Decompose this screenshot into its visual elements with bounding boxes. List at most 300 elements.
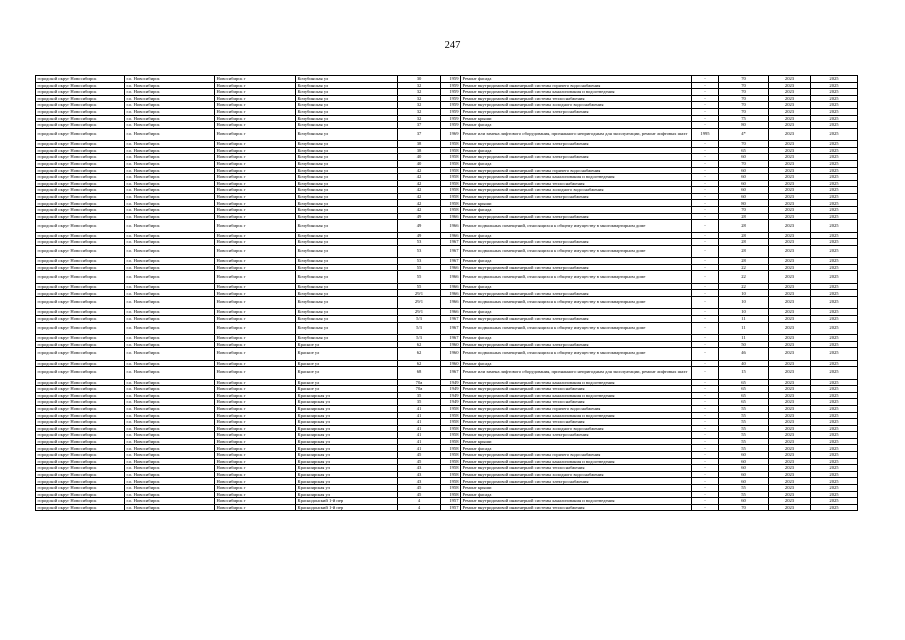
- city-cell: Новосибирск г: [215, 334, 296, 341]
- table-row: [36, 322, 858, 334]
- street-cell: Красноярская ул: [296, 445, 398, 452]
- equipment-year-cell: -: [692, 147, 719, 154]
- municipal-district-cell: городской округ Новосибирск: [36, 386, 125, 393]
- city-cell: Новосибирск г: [215, 213, 296, 220]
- wear-percent-cell: 70: [719, 207, 769, 214]
- equipment-year-cell: -: [692, 445, 719, 452]
- city-cell: Новосибирск г: [215, 379, 296, 386]
- settlement-cell: г.о. Новосибирск: [125, 245, 215, 257]
- wear-percent-cell: 60: [719, 465, 769, 472]
- equipment-year-cell: -: [692, 82, 719, 89]
- plan-end-year-cell: 2025: [811, 180, 858, 187]
- house-number-cell: 53: [398, 258, 441, 265]
- municipal-district-cell: городской округ Новосибирск: [36, 290, 125, 297]
- plan-start-year-cell: 2023: [769, 271, 811, 283]
- table-row: [36, 412, 858, 419]
- plan-start-year-cell: 2023: [769, 95, 811, 102]
- city-cell: Новосибирск г: [215, 245, 296, 257]
- equipment-year-cell: -: [692, 485, 719, 492]
- plan-start-year-cell: 2023: [769, 167, 811, 174]
- work-type-cell: Ремонт внутридомовой инженерной системы канализования и водоотведения: [461, 412, 692, 419]
- street-cell: Кочубинская ул: [296, 193, 398, 200]
- wear-percent-cell: 28: [719, 213, 769, 220]
- street-cell: Кочубинская ул: [296, 82, 398, 89]
- plan-end-year-cell: 2025: [811, 115, 858, 122]
- municipal-district-cell: городской округ Новосибирск: [36, 82, 125, 89]
- settlement-cell: г.о. Новосибирск: [125, 504, 215, 511]
- house-number-cell: 29/1: [398, 297, 441, 309]
- street-cell: Кочубинская ул: [296, 334, 398, 341]
- plan-start-year-cell: 2023: [769, 82, 811, 89]
- wear-percent-cell: 55: [719, 445, 769, 452]
- work-type-cell: Ремонт внутридомовой инженерной системы канализования и водоотведения: [461, 392, 692, 399]
- city-cell: Новосибирск г: [215, 264, 296, 271]
- plan-end-year-cell: 2025: [811, 399, 858, 406]
- plan-start-year-cell: 2023: [769, 399, 811, 406]
- plan-start-year-cell: 2023: [769, 258, 811, 265]
- wear-percent-cell: 65: [719, 386, 769, 393]
- plan-end-year-cell: 2025: [811, 309, 858, 316]
- equipment-year-cell: -: [692, 498, 719, 505]
- build-year-cell: 1966: [441, 264, 461, 271]
- work-type-cell: Ремонт фасада: [461, 232, 692, 239]
- settlement-cell: г.о. Новосибирск: [125, 187, 215, 194]
- plan-start-year-cell: 2023: [769, 360, 811, 367]
- house-number-cell: 43: [398, 471, 441, 478]
- settlement-cell: г.о. Новосибирск: [125, 115, 215, 122]
- municipal-district-cell: городской округ Новосибирск: [36, 452, 125, 459]
- build-year-cell: 1949: [441, 399, 461, 406]
- work-type-cell: Ремонт внутридомовой инженерной системы электроснабжения: [461, 290, 692, 297]
- house-number-cell: 40: [398, 154, 441, 161]
- municipal-district-cell: городской округ Новосибирск: [36, 419, 125, 426]
- house-number-cell: 29/1: [398, 309, 441, 316]
- equipment-year-cell: -: [692, 315, 719, 322]
- street-cell: Кочубинская ул: [296, 167, 398, 174]
- city-cell: Новосибирск г: [215, 115, 296, 122]
- equipment-year-cell: -: [692, 220, 719, 232]
- city-cell: Новосибирск г: [215, 399, 296, 406]
- house-number-cell: 62: [398, 348, 441, 360]
- table-row: [36, 367, 858, 379]
- street-cell: Кочубинская ул: [296, 271, 398, 283]
- house-number-cell: 49: [398, 213, 441, 220]
- house-number-cell: 55: [398, 264, 441, 271]
- wear-percent-cell: 28: [719, 245, 769, 257]
- municipal-district-cell: городской округ Новосибирск: [36, 271, 125, 283]
- work-type-cell: Ремонт внутридомовой инженерной системы холодного водоснабжения: [461, 471, 692, 478]
- table-row: [36, 458, 858, 465]
- build-year-cell: 1960: [441, 348, 461, 360]
- street-cell: Кочубинская ул: [296, 95, 398, 102]
- equipment-year-cell: -: [692, 200, 719, 207]
- settlement-cell: г.о. Новосибирск: [125, 141, 215, 148]
- plan-end-year-cell: 2025: [811, 160, 858, 167]
- house-number-cell: 5/3: [398, 315, 441, 322]
- wear-percent-cell: 60: [719, 458, 769, 465]
- table-row: [36, 334, 858, 341]
- table-row: [36, 207, 858, 214]
- work-type-cell: Ремонт или замена лифтового оборудования, признанного непригодным для эксплуатации, ремонт лифтовых шахт: [461, 128, 692, 140]
- house-number-cell: 30: [398, 76, 441, 83]
- table-row: [36, 379, 858, 386]
- wear-percent-cell: 60: [719, 452, 769, 459]
- table-row: [36, 108, 858, 115]
- plan-end-year-cell: 2025: [811, 438, 858, 445]
- wear-percent-cell: 65: [719, 399, 769, 406]
- house-number-cell: 42: [398, 187, 441, 194]
- wear-percent-cell: 55: [719, 425, 769, 432]
- equipment-year-cell: -: [692, 504, 719, 511]
- plan-start-year-cell: 2023: [769, 458, 811, 465]
- wear-percent-cell: 65: [719, 392, 769, 399]
- settlement-cell: г.о. Новосибирск: [125, 213, 215, 220]
- municipal-district-cell: городской округ Новосибирск: [36, 245, 125, 257]
- plan-start-year-cell: 2023: [769, 452, 811, 459]
- build-year-cell: 1966: [441, 283, 461, 290]
- work-type-cell: Ремонт фасада: [461, 76, 692, 83]
- municipal-district-cell: городской округ Новосибирск: [36, 89, 125, 96]
- build-year-cell: 1966: [441, 232, 461, 239]
- house-number-cell: 70а: [398, 386, 441, 393]
- city-cell: Новосибирск г: [215, 348, 296, 360]
- municipal-district-cell: городской округ Новосибирск: [36, 258, 125, 265]
- wear-percent-cell: 60: [719, 187, 769, 194]
- equipment-year-cell: -: [692, 348, 719, 360]
- table-row: [36, 491, 858, 498]
- table-row: [36, 485, 858, 492]
- work-type-cell: Ремонт внутридомовой инженерной системы электроснабжения: [461, 108, 692, 115]
- city-cell: Новосибирск г: [215, 471, 296, 478]
- wear-percent-cell: 55: [719, 412, 769, 419]
- table-row: [36, 220, 858, 232]
- equipment-year-cell: -: [692, 245, 719, 257]
- house-number-cell: 45: [398, 458, 441, 465]
- build-year-cell: 1966: [441, 309, 461, 316]
- house-number-cell: 40: [398, 160, 441, 167]
- equipment-year-cell: -: [692, 271, 719, 283]
- plan-end-year-cell: 2025: [811, 193, 858, 200]
- equipment-year-cell: -: [692, 438, 719, 445]
- wear-percent-cell: 10: [719, 297, 769, 309]
- city-cell: Новосибирск г: [215, 102, 296, 109]
- work-type-cell: Ремонт внутридомовой инженерной системы канализования и водоотведения: [461, 498, 692, 505]
- wear-percent-cell: 60: [719, 498, 769, 505]
- wear-percent-cell: 28: [719, 239, 769, 246]
- table-row: [36, 283, 858, 290]
- table-row: [36, 128, 858, 140]
- plan-start-year-cell: 2023: [769, 392, 811, 399]
- work-type-cell: Ремонт внутридомовой инженерной системы теплоснабжения: [461, 399, 692, 406]
- work-type-cell: Ремонт фасада: [461, 207, 692, 214]
- municipal-district-cell: городской округ Новосибирск: [36, 174, 125, 181]
- plan-end-year-cell: 2025: [811, 498, 858, 505]
- equipment-year-cell: -: [692, 95, 719, 102]
- table-row: [36, 76, 858, 83]
- city-cell: Новосибирск г: [215, 405, 296, 412]
- wear-percent-cell: 75: [719, 115, 769, 122]
- house-number-cell: 62: [398, 341, 441, 348]
- street-cell: Кочубинская ул: [296, 264, 398, 271]
- house-number-cell: 35: [398, 399, 441, 406]
- plan-end-year-cell: 2025: [811, 239, 858, 246]
- wear-percent-cell: 55: [719, 419, 769, 426]
- house-number-cell: 4: [398, 498, 441, 505]
- plan-start-year-cell: 2023: [769, 412, 811, 419]
- build-year-cell: 1958: [441, 478, 461, 485]
- plan-start-year-cell: 2023: [769, 89, 811, 96]
- house-number-cell: 29/1: [398, 290, 441, 297]
- plan-end-year-cell: 2025: [811, 445, 858, 452]
- settlement-cell: г.о. Новосибирск: [125, 283, 215, 290]
- plan-end-year-cell: 2025: [811, 297, 858, 309]
- plan-end-year-cell: 2025: [811, 432, 858, 439]
- street-cell: Кочубинская ул: [296, 174, 398, 181]
- street-cell: Кочубинская ул: [296, 141, 398, 148]
- street-cell: Кочубинская ул: [296, 283, 398, 290]
- plan-end-year-cell: 2025: [811, 367, 858, 379]
- equipment-year-cell: -: [692, 458, 719, 465]
- equipment-year-cell: -: [692, 102, 719, 109]
- house-number-cell: 32: [398, 95, 441, 102]
- equipment-year-cell: -: [692, 471, 719, 478]
- table-row: [36, 452, 858, 459]
- municipal-district-cell: городской округ Новосибирск: [36, 264, 125, 271]
- table-row: [36, 193, 858, 200]
- plan-start-year-cell: 2023: [769, 76, 811, 83]
- table-row: [36, 239, 858, 246]
- settlement-cell: г.о. Новосибирск: [125, 167, 215, 174]
- work-type-cell: Ремонт внутридомовой инженерной системы теплоснабжения: [461, 95, 692, 102]
- work-type-cell: Ремонт крыши: [461, 485, 692, 492]
- city-cell: Новосибирск г: [215, 341, 296, 348]
- work-type-cell: Ремонт внутридомовой инженерной системы электроснабжения: [461, 264, 692, 271]
- settlement-cell: г.о. Новосибирск: [125, 334, 215, 341]
- house-number-cell: 37: [398, 122, 441, 129]
- settlement-cell: г.о. Новосибирск: [125, 367, 215, 379]
- plan-start-year-cell: 2023: [769, 122, 811, 129]
- wear-percent-cell: 46: [719, 348, 769, 360]
- settlement-cell: г.о. Новосибирск: [125, 478, 215, 485]
- settlement-cell: г.о. Новосибирск: [125, 498, 215, 505]
- settlement-cell: г.о. Новосибирск: [125, 315, 215, 322]
- equipment-year-cell: -: [692, 174, 719, 181]
- work-type-cell: Ремонт фасада: [461, 160, 692, 167]
- plan-start-year-cell: 2023: [769, 290, 811, 297]
- settlement-cell: г.о. Новосибирск: [125, 193, 215, 200]
- wear-percent-cell: 70: [719, 95, 769, 102]
- settlement-cell: г.о. Новосибирск: [125, 425, 215, 432]
- plan-start-year-cell: 2023: [769, 309, 811, 316]
- municipal-district-cell: городской округ Новосибирск: [36, 122, 125, 129]
- table-row: [36, 392, 858, 399]
- house-number-cell: 53: [398, 245, 441, 257]
- work-type-cell: Ремонт внутридомовой инженерной системы канализования и водоотведения: [461, 379, 692, 386]
- wear-percent-cell: 70: [719, 141, 769, 148]
- plan-start-year-cell: 2023: [769, 220, 811, 232]
- municipal-district-cell: городской округ Новосибирск: [36, 498, 125, 505]
- plan-start-year-cell: 2023: [769, 147, 811, 154]
- work-type-cell: Ремонт внутридомовой инженерной системы теплоснабжения: [461, 465, 692, 472]
- city-cell: Новосибирск г: [215, 258, 296, 265]
- house-number-cell: 41: [398, 425, 441, 432]
- street-cell: Кочубинская ул: [296, 89, 398, 96]
- plan-start-year-cell: 2023: [769, 491, 811, 498]
- plan-end-year-cell: 2025: [811, 283, 858, 290]
- equipment-year-cell: 1995: [692, 128, 719, 140]
- equipment-year-cell: -: [692, 419, 719, 426]
- work-type-cell: Ремонт внутридомовой инженерной системы холодного водоснабжения: [461, 187, 692, 194]
- wear-percent-cell: 22: [719, 271, 769, 283]
- equipment-year-cell: -: [692, 452, 719, 459]
- plan-end-year-cell: 2025: [811, 386, 858, 393]
- city-cell: Новосибирск г: [215, 297, 296, 309]
- work-type-cell: Ремонт внутридомовой инженерной системы теплоснабжения: [461, 419, 692, 426]
- build-year-cell: 1958: [441, 154, 461, 161]
- settlement-cell: г.о. Новосибирск: [125, 147, 215, 154]
- build-year-cell: 1958: [441, 465, 461, 472]
- settlement-cell: г.о. Новосибирск: [125, 360, 215, 367]
- wear-percent-cell: 28: [719, 232, 769, 239]
- plan-start-year-cell: 2023: [769, 341, 811, 348]
- plan-start-year-cell: 2023: [769, 485, 811, 492]
- equipment-year-cell: -: [692, 379, 719, 386]
- house-number-cell: 32: [398, 108, 441, 115]
- plan-start-year-cell: 2023: [769, 108, 811, 115]
- municipal-district-cell: городской округ Новосибирск: [36, 232, 125, 239]
- house-number-cell: 41: [398, 412, 441, 419]
- municipal-district-cell: городской округ Новосибирск: [36, 213, 125, 220]
- wear-percent-cell: 60: [719, 174, 769, 181]
- street-cell: Красноярская ул: [296, 399, 398, 406]
- wear-percent-cell: 55: [719, 485, 769, 492]
- house-number-cell: 68: [398, 367, 441, 379]
- equipment-year-cell: -: [692, 367, 719, 379]
- plan-start-year-cell: 2023: [769, 213, 811, 220]
- municipal-district-cell: городской округ Новосибирск: [36, 360, 125, 367]
- table-row: [36, 297, 858, 309]
- municipal-district-cell: городской округ Новосибирск: [36, 412, 125, 419]
- wear-percent-cell: 11: [719, 322, 769, 334]
- plan-start-year-cell: 2023: [769, 200, 811, 207]
- street-cell: Кочубинская ул: [296, 232, 398, 239]
- settlement-cell: г.о. Новосибирск: [125, 174, 215, 181]
- build-year-cell: 1966: [441, 271, 461, 283]
- house-number-cell: 55: [398, 271, 441, 283]
- plan-start-year-cell: 2023: [769, 160, 811, 167]
- municipal-district-cell: городской округ Новосибирск: [36, 180, 125, 187]
- plan-start-year-cell: 2023: [769, 471, 811, 478]
- municipal-district-cell: городской округ Новосибирск: [36, 334, 125, 341]
- city-cell: Новосибирск г: [215, 239, 296, 246]
- work-type-cell: Ремонт внутридомовой инженерной системы электроснабжения: [461, 193, 692, 200]
- city-cell: Новосибирск г: [215, 309, 296, 316]
- plan-start-year-cell: 2023: [769, 498, 811, 505]
- city-cell: Новосибирск г: [215, 108, 296, 115]
- settlement-cell: г.о. Новосибирск: [125, 200, 215, 207]
- street-cell: Красноярская ул: [296, 392, 398, 399]
- settlement-cell: г.о. Новосибирск: [125, 290, 215, 297]
- table-row: [36, 471, 858, 478]
- work-type-cell: Ремонт крыши: [461, 115, 692, 122]
- build-year-cell: 1958: [441, 141, 461, 148]
- plan-start-year-cell: 2023: [769, 432, 811, 439]
- build-year-cell: 1966: [441, 297, 461, 309]
- street-cell: Кочубинская ул: [296, 220, 398, 232]
- wear-percent-cell: 65: [719, 147, 769, 154]
- street-cell: Красноярская ул: [296, 471, 398, 478]
- table-row: [36, 438, 858, 445]
- municipal-district-cell: городской округ Новосибирск: [36, 405, 125, 412]
- plan-end-year-cell: 2025: [811, 412, 858, 419]
- municipal-district-cell: городской округ Новосибирск: [36, 309, 125, 316]
- wear-percent-cell: 70: [719, 160, 769, 167]
- plan-start-year-cell: 2023: [769, 207, 811, 214]
- street-cell: Красноярская ул: [296, 485, 398, 492]
- work-type-cell: Ремонт подвальных помещений, относящихся к общему имуществу в многоквартирном доме: [461, 348, 692, 360]
- plan-start-year-cell: 2023: [769, 425, 811, 432]
- build-year-cell: 1967: [441, 334, 461, 341]
- work-type-cell: Ремонт фасада: [461, 258, 692, 265]
- plan-end-year-cell: 2025: [811, 264, 858, 271]
- equipment-year-cell: -: [692, 213, 719, 220]
- city-cell: Новосибирск г: [215, 425, 296, 432]
- municipal-district-cell: городской округ Новосибирск: [36, 432, 125, 439]
- equipment-year-cell: -: [692, 207, 719, 214]
- build-year-cell: 1966: [441, 290, 461, 297]
- plan-end-year-cell: 2025: [811, 478, 858, 485]
- table-row: [36, 174, 858, 181]
- plan-start-year-cell: 2023: [769, 174, 811, 181]
- municipal-district-cell: городской округ Новосибирск: [36, 471, 125, 478]
- equipment-year-cell: -: [692, 108, 719, 115]
- table-row: [36, 89, 858, 96]
- equipment-year-cell: -: [692, 283, 719, 290]
- table-row: [36, 154, 858, 161]
- table-row: [36, 315, 858, 322]
- plan-start-year-cell: 2023: [769, 386, 811, 393]
- build-year-cell: 1958: [441, 458, 461, 465]
- plan-start-year-cell: 2023: [769, 367, 811, 379]
- municipal-district-cell: городской округ Новосибирск: [36, 348, 125, 360]
- city-cell: Новосибирск г: [215, 322, 296, 334]
- plan-start-year-cell: 2023: [769, 141, 811, 148]
- plan-end-year-cell: 2025: [811, 200, 858, 207]
- plan-start-year-cell: 2023: [769, 322, 811, 334]
- table-row: [36, 271, 858, 283]
- work-type-cell: Ремонт внутридомовой инженерной системы горячего водоснабжения: [461, 82, 692, 89]
- plan-end-year-cell: 2025: [811, 187, 858, 194]
- wear-percent-cell: 60: [719, 180, 769, 187]
- table-row: [36, 122, 858, 129]
- house-number-cell: 41: [398, 445, 441, 452]
- plan-end-year-cell: 2025: [811, 465, 858, 472]
- city-cell: Новосибирск г: [215, 154, 296, 161]
- table-row: [36, 264, 858, 271]
- city-cell: Новосибирск г: [215, 141, 296, 148]
- city-cell: Новосибирск г: [215, 200, 296, 207]
- city-cell: Новосибирск г: [215, 82, 296, 89]
- city-cell: Новосибирск г: [215, 504, 296, 511]
- street-cell: Кочубинская ул: [296, 122, 398, 129]
- build-year-cell: 1958: [441, 452, 461, 459]
- table-row: [36, 405, 858, 412]
- house-number-cell: 32: [398, 89, 441, 96]
- build-year-cell: 1949: [441, 392, 461, 399]
- work-type-cell: Ремонт внутридомовой инженерной системы холодного водоснабжения: [461, 102, 692, 109]
- work-type-cell: Ремонт фасада: [461, 491, 692, 498]
- street-cell: Красноярская ул: [296, 438, 398, 445]
